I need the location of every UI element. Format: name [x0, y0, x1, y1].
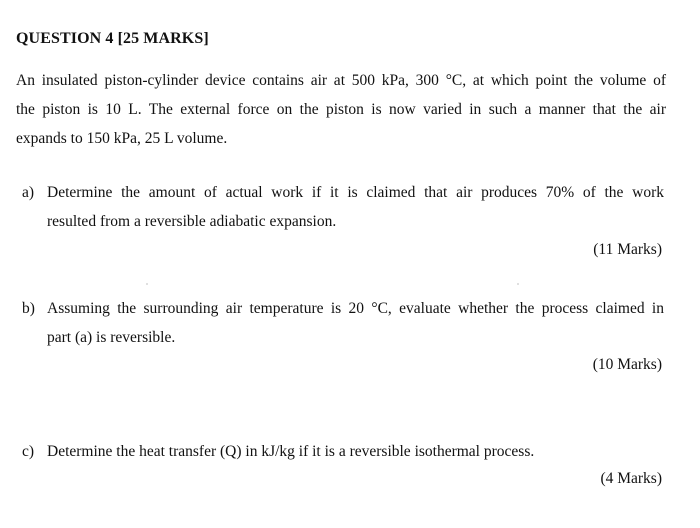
part-c-line: Determine the heat transfer (Q) in kJ/kg if it is a reversible isothermal process.	[47, 443, 535, 460]
part-a-letter: a)	[22, 184, 35, 201]
part-c-text	[47, 437, 664, 466]
part-b-text	[47, 294, 664, 352]
part-b-marks: (10 Marks)	[592, 356, 662, 373]
part-b-line: Assuming the surrounding air temperature is 20 °C, evaluate whether the process claimed in	[47, 300, 664, 317]
intro-line: An insulated piston-cylinder device contains air at 500 kPa, 300 °C, at which point the volume of	[16, 72, 666, 89]
part-a-marks: (11 Marks)	[593, 241, 662, 258]
intro-line: the piston is 10 L. The external force on the piston is now varied in such a manner that the air	[16, 101, 666, 118]
intro-line: expands to 150 kPa, 25 L volume.	[16, 130, 228, 147]
question-title: QUESTION 4 [25 MARKS]	[16, 30, 209, 47]
part-a-line: resulted from a reversible adiabatic expansion.	[47, 213, 337, 230]
part-c-letter: c)	[22, 443, 35, 460]
part-a-text	[47, 178, 664, 236]
part-b-line: part (a) is reversible.	[47, 329, 176, 346]
scan-speck	[517, 283, 519, 285]
part-c-marks: (4 Marks)	[600, 470, 662, 487]
part-a-line: Determine the amount of actual work if it is claimed that air produces 70% of the work	[47, 184, 664, 201]
scan-speck	[146, 283, 148, 285]
question-intro	[16, 66, 666, 153]
part-b-letter: b)	[22, 300, 35, 317]
